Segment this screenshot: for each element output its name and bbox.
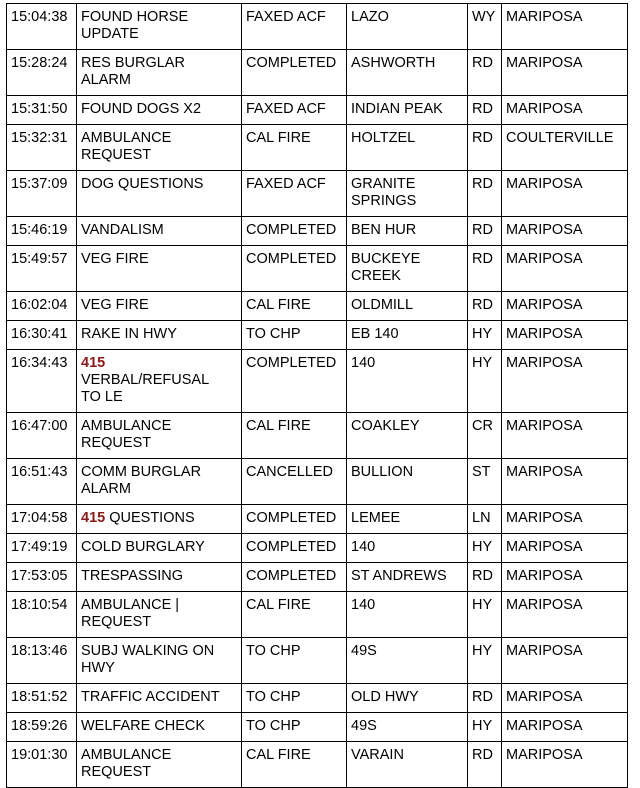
table-row bbox=[7, 350, 628, 413]
call-type-cell bbox=[77, 321, 242, 350]
street-suffix-cell: HY bbox=[468, 592, 502, 638]
table-row bbox=[7, 292, 628, 321]
call-type-cell bbox=[77, 217, 242, 246]
disposition-cell: CANCELLED bbox=[242, 459, 347, 505]
time-cell: 15:46:19 bbox=[7, 217, 77, 246]
disposition-cell: COMPLETED bbox=[242, 217, 347, 246]
time-cell: 15:31:50 bbox=[7, 96, 77, 125]
street-cell: BULLION bbox=[347, 459, 468, 505]
disposition-cell: CAL FIRE bbox=[242, 292, 347, 321]
city-cell: MARIPOSA bbox=[502, 50, 628, 96]
street-suffix-cell: RD bbox=[468, 742, 502, 788]
call-type-text: AMBULANCE REQUEST bbox=[81, 747, 172, 780]
time-cell: 16:02:04 bbox=[7, 292, 77, 321]
disposition-cell: CAL FIRE bbox=[242, 125, 347, 171]
disposition-cell: CAL FIRE bbox=[242, 413, 347, 459]
street-cell: EB 140 bbox=[347, 321, 468, 350]
street-cell: HOLTZEL bbox=[347, 125, 468, 171]
street-suffix-cell: WY bbox=[468, 4, 502, 50]
call-type-text: QUESTIONS bbox=[105, 510, 195, 526]
disposition-cell: COMPLETED bbox=[242, 246, 347, 292]
disposition-cell: FAXED ACF bbox=[242, 171, 347, 217]
time-cell: 18:59:26 bbox=[7, 713, 77, 742]
time-cell: 17:49:19 bbox=[7, 534, 77, 563]
call-type-cell bbox=[77, 713, 242, 742]
call-type-text: COLD BURGLARY bbox=[81, 539, 205, 555]
disposition-cell: TO CHP bbox=[242, 321, 347, 350]
call-type-text: SUBJ WALKING ON HWY bbox=[81, 643, 215, 676]
time-cell: 16:30:41 bbox=[7, 321, 77, 350]
disposition-cell: FAXED ACF bbox=[242, 4, 347, 50]
call-type-cell bbox=[77, 563, 242, 592]
call-type-text: RES BURGLAR ALARM bbox=[81, 55, 185, 88]
call-log-table bbox=[6, 3, 628, 788]
call-type-cell bbox=[77, 413, 242, 459]
call-type-cell bbox=[77, 534, 242, 563]
disposition-cell: COMPLETED bbox=[242, 350, 347, 413]
time-cell: 17:53:05 bbox=[7, 563, 77, 592]
call-type-cell bbox=[77, 125, 242, 171]
table-row bbox=[7, 125, 628, 171]
call-type-text: AMBULANCE | REQUEST bbox=[81, 597, 180, 630]
call-type-cell bbox=[77, 246, 242, 292]
disposition-cell: COMPLETED bbox=[242, 534, 347, 563]
city-cell: MARIPOSA bbox=[502, 459, 628, 505]
table-row bbox=[7, 713, 628, 742]
call-log-body bbox=[7, 4, 628, 788]
city-cell: MARIPOSA bbox=[502, 592, 628, 638]
street-cell: OLD HWY bbox=[347, 684, 468, 713]
table-row bbox=[7, 171, 628, 217]
call-type-text: COMM BURGLAR ALARM bbox=[81, 464, 202, 497]
call-type-cell bbox=[77, 459, 242, 505]
call-type-cell bbox=[77, 171, 242, 217]
table-row bbox=[7, 592, 628, 638]
penal-code-label: 415 bbox=[81, 510, 106, 526]
call-type-text: FOUND HORSE UPDATE bbox=[81, 9, 189, 42]
street-suffix-cell: RD bbox=[468, 563, 502, 592]
call-type-text: AMBULANCE REQUEST bbox=[81, 130, 172, 163]
table-row bbox=[7, 217, 628, 246]
call-type-text: VEG FIRE bbox=[81, 251, 149, 267]
call-type-cell bbox=[77, 292, 242, 321]
city-cell: MARIPOSA bbox=[502, 713, 628, 742]
table-row bbox=[7, 413, 628, 459]
time-cell: 15:04:38 bbox=[7, 4, 77, 50]
city-cell: MARIPOSA bbox=[502, 742, 628, 788]
city-cell: MARIPOSA bbox=[502, 534, 628, 563]
time-cell: 16:34:43 bbox=[7, 350, 77, 413]
street-cell: BUCKEYE CREEK bbox=[347, 246, 468, 292]
disposition-cell: CAL FIRE bbox=[242, 592, 347, 638]
table-row bbox=[7, 50, 628, 96]
street-suffix-cell: RD bbox=[468, 684, 502, 713]
street-suffix-cell: HY bbox=[468, 638, 502, 684]
time-cell: 15:37:09 bbox=[7, 171, 77, 217]
table-row bbox=[7, 505, 628, 534]
call-type-text: DOG QUESTIONS bbox=[81, 176, 204, 192]
street-suffix-cell: RD bbox=[468, 125, 502, 171]
table-row bbox=[7, 534, 628, 563]
call-type-cell bbox=[77, 4, 242, 50]
street-suffix-cell: HY bbox=[468, 321, 502, 350]
table-row bbox=[7, 4, 628, 50]
street-suffix-cell: HY bbox=[468, 534, 502, 563]
time-cell: 18:13:46 bbox=[7, 638, 77, 684]
street-cell: LAZO bbox=[347, 4, 468, 50]
call-type-cell bbox=[77, 505, 242, 534]
time-cell: 18:51:52 bbox=[7, 684, 77, 713]
street-cell: BEN HUR bbox=[347, 217, 468, 246]
street-suffix-cell: LN bbox=[468, 505, 502, 534]
time-cell: 15:28:24 bbox=[7, 50, 77, 96]
call-type-text: RAKE IN HWY bbox=[81, 326, 177, 342]
street-suffix-cell: CR bbox=[468, 413, 502, 459]
call-type-text: FOUND DOGS X2 bbox=[81, 101, 202, 117]
disposition-cell: TO CHP bbox=[242, 684, 347, 713]
time-cell: 15:32:31 bbox=[7, 125, 77, 171]
call-type-cell bbox=[77, 96, 242, 125]
city-cell: MARIPOSA bbox=[502, 684, 628, 713]
call-type-cell bbox=[77, 638, 242, 684]
disposition-cell: COMPLETED bbox=[242, 505, 347, 534]
city-cell: MARIPOSA bbox=[502, 4, 628, 50]
street-suffix-cell: RD bbox=[468, 96, 502, 125]
city-cell: MARIPOSA bbox=[502, 505, 628, 534]
call-type-text: VANDALISM bbox=[81, 222, 164, 238]
city-cell: MARIPOSA bbox=[502, 638, 628, 684]
call-type-text: TRAFFIC ACCIDENT bbox=[81, 689, 220, 705]
call-type-cell bbox=[77, 684, 242, 713]
street-cell: ST ANDREWS bbox=[347, 563, 468, 592]
street-suffix-cell: RD bbox=[468, 246, 502, 292]
street-suffix-cell: HY bbox=[468, 713, 502, 742]
street-cell: OLDMILL bbox=[347, 292, 468, 321]
city-cell: MARIPOSA bbox=[502, 96, 628, 125]
city-cell: MARIPOSA bbox=[502, 171, 628, 217]
street-cell: GRANITE SPRINGS bbox=[347, 171, 468, 217]
disposition-cell: TO CHP bbox=[242, 638, 347, 684]
call-type-text: VERBAL/REFUSAL TO LE bbox=[81, 372, 210, 405]
street-cell: 140 bbox=[347, 592, 468, 638]
call-type-cell bbox=[77, 50, 242, 96]
table-row bbox=[7, 246, 628, 292]
street-suffix-cell: HY bbox=[468, 350, 502, 413]
time-cell: 16:51:43 bbox=[7, 459, 77, 505]
city-cell: COULTERVILLE bbox=[502, 125, 628, 171]
street-cell: 140 bbox=[347, 534, 468, 563]
table-row bbox=[7, 563, 628, 592]
table-row bbox=[7, 459, 628, 505]
city-cell: MARIPOSA bbox=[502, 563, 628, 592]
city-cell: MARIPOSA bbox=[502, 246, 628, 292]
street-cell: ASHWORTH bbox=[347, 50, 468, 96]
table-row bbox=[7, 684, 628, 713]
street-cell: 49S bbox=[347, 713, 468, 742]
street-cell: 49S bbox=[347, 638, 468, 684]
time-cell: 16:47:00 bbox=[7, 413, 77, 459]
call-type-text: WELFARE CHECK bbox=[81, 718, 206, 734]
disposition-cell: CAL FIRE bbox=[242, 742, 347, 788]
call-type-text: TRESPASSING bbox=[81, 568, 184, 584]
city-cell: MARIPOSA bbox=[502, 350, 628, 413]
table-row bbox=[7, 96, 628, 125]
call-type-cell bbox=[77, 592, 242, 638]
street-cell: COAKLEY bbox=[347, 413, 468, 459]
penal-code-label: 415 bbox=[81, 355, 106, 371]
time-cell: 18:10:54 bbox=[7, 592, 77, 638]
street-suffix-cell: RD bbox=[468, 171, 502, 217]
street-cell: INDIAN PEAK bbox=[347, 96, 468, 125]
city-cell: MARIPOSA bbox=[502, 413, 628, 459]
street-suffix-cell: ST bbox=[468, 459, 502, 505]
street-cell: VARAIN bbox=[347, 742, 468, 788]
disposition-cell: COMPLETED bbox=[242, 50, 347, 96]
street-suffix-cell: RD bbox=[468, 217, 502, 246]
street-cell: LEMEE bbox=[347, 505, 468, 534]
table-row bbox=[7, 638, 628, 684]
disposition-cell: FAXED ACF bbox=[242, 96, 347, 125]
street-suffix-cell: RD bbox=[468, 292, 502, 321]
street-cell: 140 bbox=[347, 350, 468, 413]
city-cell: MARIPOSA bbox=[502, 292, 628, 321]
call-type-cell bbox=[77, 742, 242, 788]
street-suffix-cell: RD bbox=[468, 50, 502, 96]
call-type-text: VEG FIRE bbox=[81, 297, 149, 313]
time-cell: 19:01:30 bbox=[7, 742, 77, 788]
time-cell: 17:04:58 bbox=[7, 505, 77, 534]
call-type-text: AMBULANCE REQUEST bbox=[81, 418, 172, 451]
disposition-cell: COMPLETED bbox=[242, 563, 347, 592]
city-cell: MARIPOSA bbox=[502, 321, 628, 350]
call-type-cell bbox=[77, 350, 242, 413]
table-row bbox=[7, 742, 628, 788]
table-row bbox=[7, 321, 628, 350]
time-cell: 15:49:57 bbox=[7, 246, 77, 292]
city-cell: MARIPOSA bbox=[502, 217, 628, 246]
disposition-cell: TO CHP bbox=[242, 713, 347, 742]
